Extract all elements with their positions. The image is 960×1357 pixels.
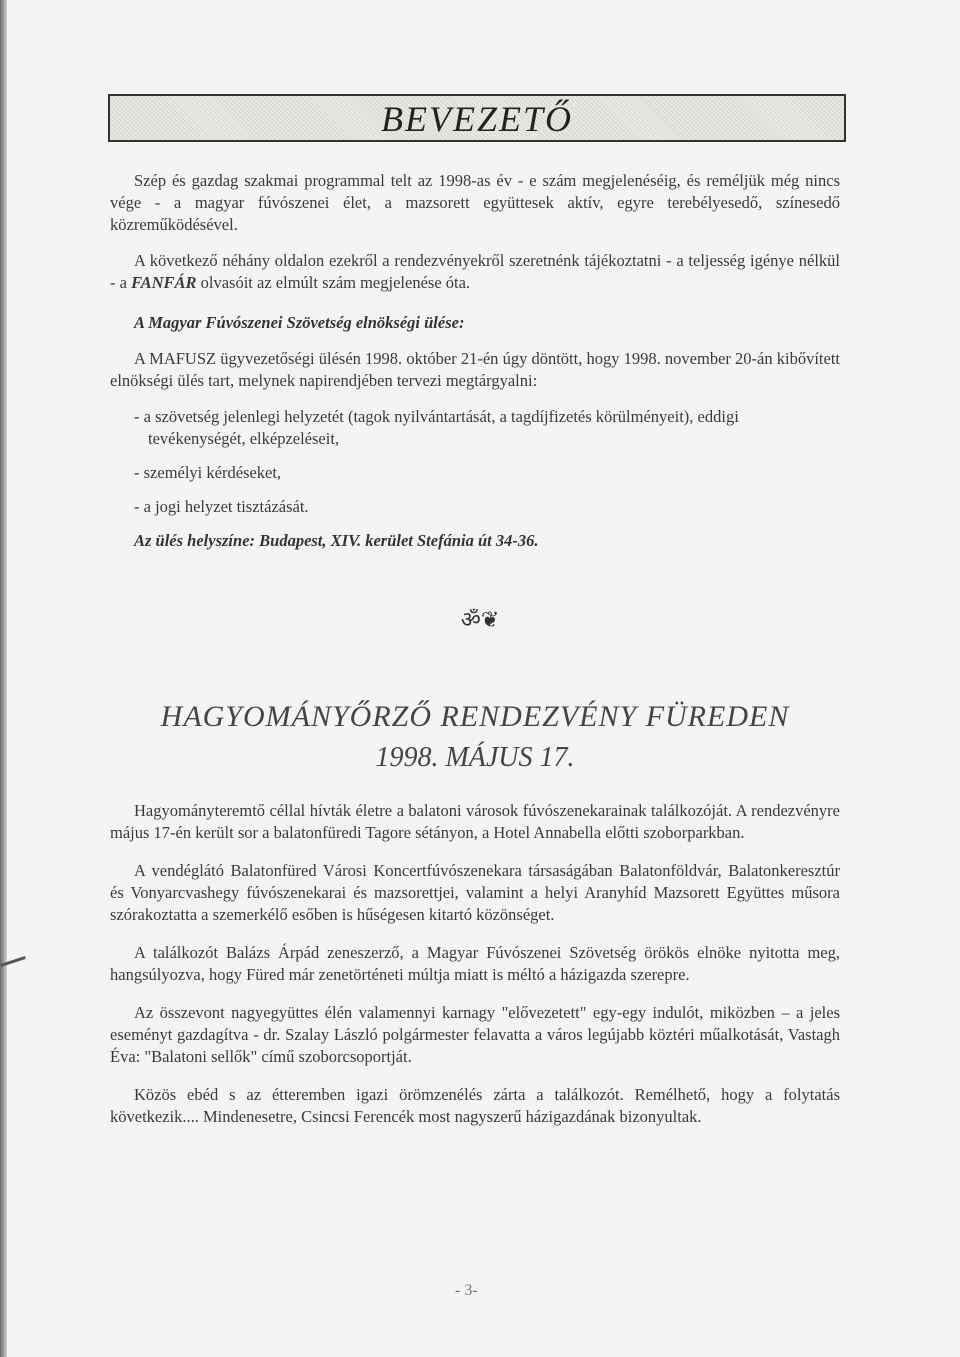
intro-section <box>110 170 840 552</box>
intro-paragraph-2-start: A következő néhány oldalon ezekről a rendezvényekről szeretnénk tájékoztatni - a teljesség igénye nélkül - a <box>110 251 840 292</box>
page-edge <box>0 0 7 1357</box>
ornament-divider: ॐ❦ <box>460 607 500 632</box>
event-date: 1998. MÁJUS 17. <box>375 742 575 773</box>
event-paragraph: Hagyományteremtő céllal hívták életre a balatoni városok fúvószenekarainak találkozóját. A rendezvényre május 17-én került sor a balatonfüredi Tagore sétányon, a Hotel Annabella előtti szoborparkban. <box>110 801 840 842</box>
intro-paragraph-1: Szép és gazdag szakmai programmal telt az 1998-as év - e szám megjelenéséig, és reméljük még nincs vége - a magyar fúvószenei élet, a mazsorett együttesek aktív, egyre terebélyesedő, színesedő közreműködésével. <box>110 171 840 234</box>
event-paragraph: Közös ebéd s az étteremben igazi örömzenélés zárta a találkozót. Remélhető, hogy a folytatás következik.... Mindenesetre, Csincsi Ferencék most nagyszerű házigazdának bizonyultak. <box>110 1085 840 1126</box>
title-banner <box>108 94 846 142</box>
meeting-agenda-item: - személyi kérdéseket, <box>134 463 282 482</box>
meeting-agenda-item: - a szövetség jelenlegi helyzetét (tagok nyilvántartását, a tagdíjfizetés körülményeit), eddigi tevékenységét, elképzeléseit, <box>134 407 739 448</box>
intro-paragraph-2 <box>110 250 840 294</box>
meeting-heading: A Magyar Fúvószenei Szövetség elnökségi ülése: <box>134 313 465 332</box>
page-number: - 3- <box>455 1282 478 1299</box>
event-paragraph: Az összevont nagyegyüttes élén valamennyi karnagy "elővezetett" egy-egy indulót, miközben – a jeles eseményt gazdagítva - dr. Szalay László polgármester felavatta a város legújabb köztéri műalkotását, Vastagh Éva: "Balatoni sellők" című szoborcsoportját. <box>110 1003 840 1066</box>
meeting-text: A MAFUSZ ügyvezetőségi ülésén 1998. október 21-én úgy döntött, hogy 1998. november 20-án kibővített elnökségi ülés tart, melynek napirendjében tervezi megtárgyalni: <box>110 349 840 390</box>
meeting-agenda-item: - a jogi helyzet tisztázását. <box>134 497 309 516</box>
event-paragraph: A vendéglátó Balatonfüred Városi Koncertfúvószenekara társaságában Balatonföldvár, Balatonkeresztúr és Vonyarcvashegy fúvószenekarai és mazsorettjei, valamint a helyi Aranyhíd Mazsorett Együttes műsora szórakoztatta a szemerkélő esőben is hűségesen kitartó közönséget. <box>110 861 840 924</box>
event-title: HAGYOMÁNYŐRZŐ RENDEZVÉNY FÜREDEN <box>160 700 790 733</box>
intro-paragraph-2-end: olvasóit az elmúlt szám megjelenése óta. <box>196 273 471 292</box>
event-paragraph: A találkozót Balázs Árpád zeneszerző, a Magyar Fúvószenei Szövetség örökös elnöke nyitotta meg, hangsúlyozva, hogy Füred már zenetörténeti múltja miatt is méltó a házigazda szerepre. <box>110 943 840 984</box>
meeting-location: Az ülés helyszíne: Budapest, XIV. kerület Stefánia út 34-36. <box>134 531 539 550</box>
fanfar-brand: FANFÁR <box>131 273 197 292</box>
page-title: BEVEZETŐ <box>381 99 573 139</box>
event-section <box>110 800 840 1128</box>
